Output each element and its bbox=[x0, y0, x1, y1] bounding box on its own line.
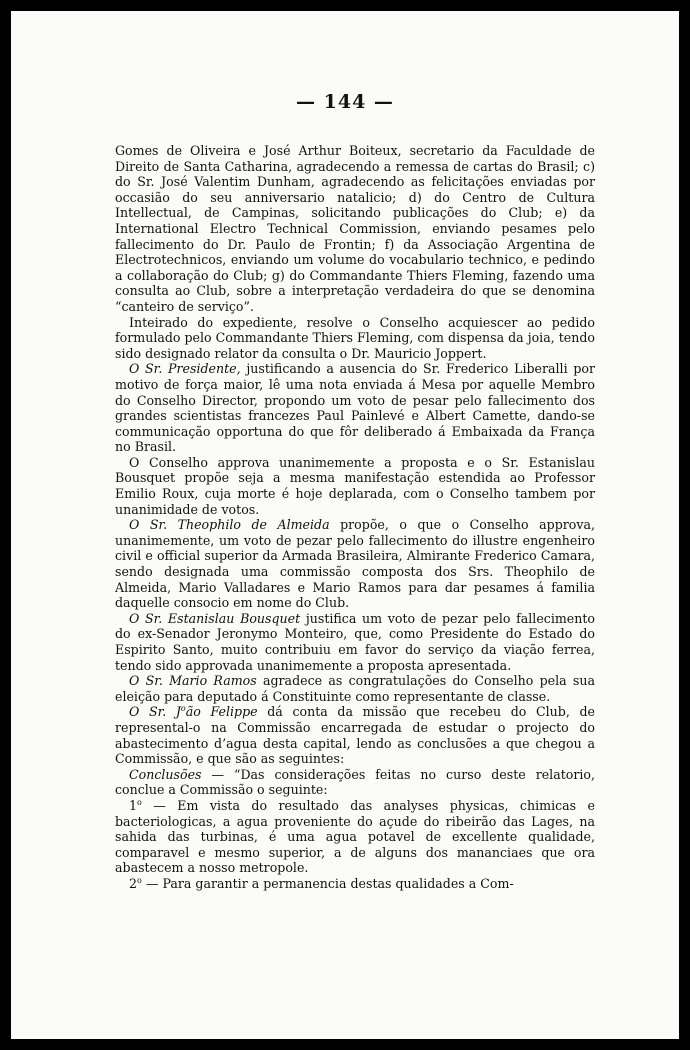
paragraph-text: propõe, o que o Conselho approva, unanimemente, um voto de pezar pelo fallecimento do illustre engenheiro civil e official superior da Armada Brasileira, Almirante Frederico Camara, sendo designada uma commissão composta dos Srs. Theophilo de Almeida, Mario Valladares e Mario Ramos para dar pesames á familia daquelle consocio em nome do Club. bbox=[115, 517, 595, 611]
paragraph-text: dá conta da missão que recebeu do Club, de represental-o na Commissão encarregada de estudar o projecto do abastecimento d’agua desta capital, lendo as conclusões a que chegou a Commissão, e que são as seguintes: bbox=[115, 704, 595, 767]
paragraph bbox=[115, 455, 595, 517]
paragraph bbox=[115, 767, 595, 798]
italic-text: o bbox=[180, 704, 186, 714]
paragraph-text: — Em vista do resultado das analyses physicas, chimicas e bacteriologicas, a agua proveniente do açude do ribeirão das Lages, na sahida das turbinas, é uma agua potavel de excellente qualidade, comparavel e mesmo superior, a de alguns dos mananciaes que ora abastecem a nosso metropole. bbox=[115, 797, 595, 876]
italic-text: O Sr. J bbox=[129, 704, 181, 720]
paragraph-text: Gomes de Oliveira e José Arthur Boiteux, secretario da Faculdade de Direito de Santa Catharina, agradecendo a remessa de cartas do Brasil; c) do Sr. José Valentim Dunham, agradecendo as felicitações enviadas por occasião do seu anniversario natalicio; d) do Centro de Cultura Intellectual, de Campinas, solicitando publicações do Club; e) da International Electro Technical Commission, enviando pesames pelo fallecimento do Dr. Paulo de Frontin; f) da Associação Argentina de Electrotechnicos, enviando um volume do vocabulario technico, e pedindo a collaboração do Club; g) do Commandante Thiers Fleming, fazendo uma consulta ao Club, sobre a interpretação verdadeira do que se denomina “canteiro de serviço”. bbox=[115, 143, 595, 314]
paragraph-text: justificando a ausencia do Sr. Frederico Liberalli por motivo de força maior, lê uma nota enviada á Mesa por aquelle Membro do Conselho Director, propondo um voto de pesar pelo fallecimento dos grandes scientistas francezes Paul Painlevé e Albert Camette, dando-se communicação opportuna do que fôr deliberado á Embaixada da França no Brasil. bbox=[115, 361, 595, 455]
paragraph bbox=[115, 361, 595, 455]
italic-text: O Sr. Estanislau Bousquet bbox=[129, 610, 301, 626]
paragraph bbox=[115, 517, 595, 611]
italic-text: ão Felippe bbox=[185, 704, 258, 720]
italic-text: O Sr. Theophilo de Almeida bbox=[129, 517, 330, 533]
scanned-page bbox=[11, 11, 679, 1039]
paragraph-text: agradece as congratulações do Conselho pela sua eleição para deputado á Constituinte como representante de classe. bbox=[115, 673, 596, 704]
paragraph-text: — Para garantir a permanencia destas qualidades a Com- bbox=[141, 875, 514, 891]
paragraph bbox=[115, 673, 595, 704]
paragraph bbox=[115, 611, 595, 673]
paragraph-text: Inteirado do expediente, resolve o Conselho acquiescer ao pedido formulado pelo Commandante Thiers Fleming, com dispensa da joia, tendo sido designado relator da consulta o Dr. Mauricio Joppert. bbox=[115, 314, 595, 361]
italic-text: O Sr. Mario Ramos bbox=[129, 673, 257, 689]
paragraph-text: o bbox=[137, 797, 142, 807]
paragraph bbox=[115, 704, 595, 766]
italic-text: O Sr. Presidente, bbox=[129, 361, 241, 377]
page-number: — 144 — bbox=[296, 91, 394, 113]
paragraph-text: O Conselho approva unanimemente a proposta e o Sr. Estanislau Bousquet propõe seja a mesma manifestação estendida ao Professor Emilio Roux, cuja morte é hoje deplarada, com o Conselho tambem por unanimidade de votos. bbox=[115, 454, 595, 517]
paragraph-text: 2 bbox=[129, 875, 138, 891]
italic-text: Conclusões bbox=[129, 766, 202, 782]
paragraph bbox=[115, 315, 595, 362]
paragraph-text: 1 bbox=[129, 797, 138, 813]
paragraph bbox=[115, 143, 595, 315]
paragraph bbox=[115, 876, 595, 892]
paragraph-text: — “Das considerações feitas no curso deste relatorio, conclue a Commissão o seguinte: bbox=[115, 766, 595, 798]
paragraph-text: justifica um voto de pezar pelo fallecimento do ex-Senador Jeronymo Monteiro, que, como Presidente do Estado do Espirito Santo, muito contribuiu em favor do serviço da viação ferrea, tendo sido approvada unanimemente a proposta apresentada. bbox=[115, 610, 595, 673]
paragraph bbox=[115, 798, 595, 876]
body-text bbox=[115, 143, 595, 892]
paragraph-text: o bbox=[137, 875, 142, 885]
